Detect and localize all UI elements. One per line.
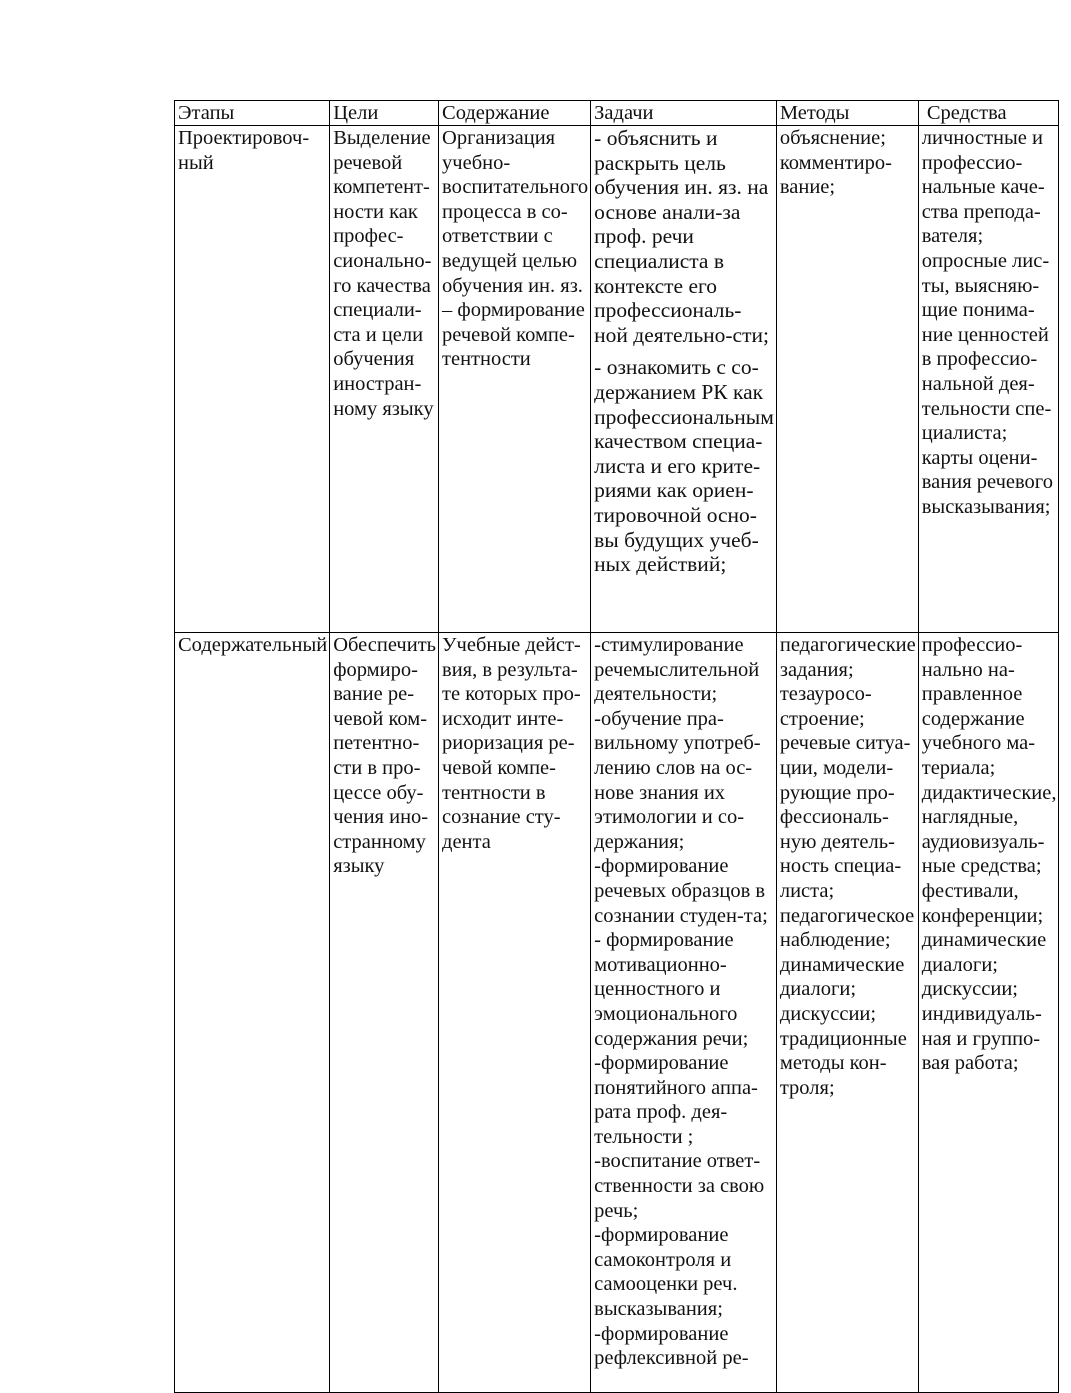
method-item: динамические диалоги; (779, 953, 905, 1001)
cell-tasks (591, 633, 777, 1393)
table-row (175, 633, 1059, 1393)
means-item: личностные и профессио-нальные каче-ства препода-вателя; (921, 127, 1045, 248)
means-item: карты оцени-вания речевого высказывания; (921, 446, 1053, 518)
means-item: опросные лис-ты, выясняю-щие понима-ние ценностей в профессио-нальной дея-тельности спе-циалиста; (921, 249, 1052, 445)
means-item: дидактические, наглядные, аудиовизуаль-ные средства; (921, 781, 1057, 878)
means-item: профессио-нально на-правленное содержание учебного ма-териала; (921, 634, 1036, 779)
cell-stage: Содержательный (175, 633, 330, 1393)
method-item: речевые ситуа-ции, модели-рующие про-фессиональ-ную деятель-ность специа-листа; (779, 732, 911, 902)
header-methods: Методы (776, 101, 918, 126)
task-item: -формирование речевых образцов в сознании студен-та; (594, 855, 768, 927)
cell-goals: Обеспечить формиро-вание ре-чевой ком-петентно-сти в про-цессе обу-чения ино-странному языку (330, 633, 439, 1393)
header-content: Содержание (439, 101, 591, 126)
task-item: - формирование мотивационно-ценностного и эмоционального содержания речи; (594, 929, 749, 1050)
cell-means (918, 126, 1059, 633)
header-goals: Цели (330, 101, 439, 126)
header-means: Средства (918, 101, 1059, 126)
task-item: - ознакомить с со-держанием РК как профессиональным качеством специа-листа и его крите-риями как ориен-тировочной осно-вы будущих учеб-ных действий; (594, 355, 774, 577)
header-tasks: Задачи (591, 101, 777, 126)
cell-tasks (591, 126, 777, 633)
task-item: - объяснить и раскрыть цель обучения ин. яз. на основе анали-за проф. речи специалиста в контексте его профессиональ-ной деятельно-сти; (594, 126, 769, 347)
table-row (175, 126, 1059, 633)
task-item: -воспитание ответ-ственности за свою речь; (594, 1150, 765, 1222)
method-item: педагогическое наблюдение; (779, 904, 915, 952)
cell-means (918, 633, 1059, 1393)
means-item: дискуссии; (921, 978, 1019, 1001)
means-item: индивидуаль-ная и группо-вая работа; (921, 1002, 1042, 1075)
method-item: тезауросо-строение; (779, 683, 872, 730)
task-item: -обучение пра-вильному употреб-лению слов на ос-нове знания их этимологии и со-держания; (594, 707, 761, 853)
method-item: дискуссии; (779, 1002, 877, 1025)
cell-content: Учебные дейст-вия, в результа-те которых про-исходит инте-риоризация ре-чевой компе-тентности в сознание сту-дента (439, 633, 591, 1393)
means-item: динамические диалоги; (921, 929, 1047, 976)
stages-table (174, 100, 1059, 1393)
cell-stage: Проектировоч- ный (175, 126, 330, 633)
method-item: педагогические задания; (779, 634, 916, 681)
task-item: -формирование рефлексивной ре- (594, 1322, 749, 1370)
cell-goals: Выделение речевой компетент-ности как профес-сионально-го качества специали-ста и цели обучения иностран-ному языку (330, 126, 439, 633)
task-item: -формирование самоконтроля и самооценки реч. высказывания; (594, 1224, 738, 1321)
cell-methods: объяснение; комментиро-вание; (776, 126, 918, 633)
header-stages: Этапы (175, 101, 330, 126)
cell-content: Организация учебно-воспитательного процесса в со-ответствии с ведущей целью обучения ин. яз. – формирование речевой компе-тентности (439, 126, 591, 633)
task-item: -стимулирование речемыслительной деятельности; (594, 634, 760, 706)
means-item: фестивали, конференции; (921, 879, 1044, 927)
table-header-row (175, 101, 1059, 126)
cell-methods (776, 633, 918, 1393)
task-item: -формирование понятийного аппа-рата проф. дея-тельности ; (594, 1052, 758, 1148)
method-item: традиционные методы кон-троля; (779, 1027, 907, 1099)
